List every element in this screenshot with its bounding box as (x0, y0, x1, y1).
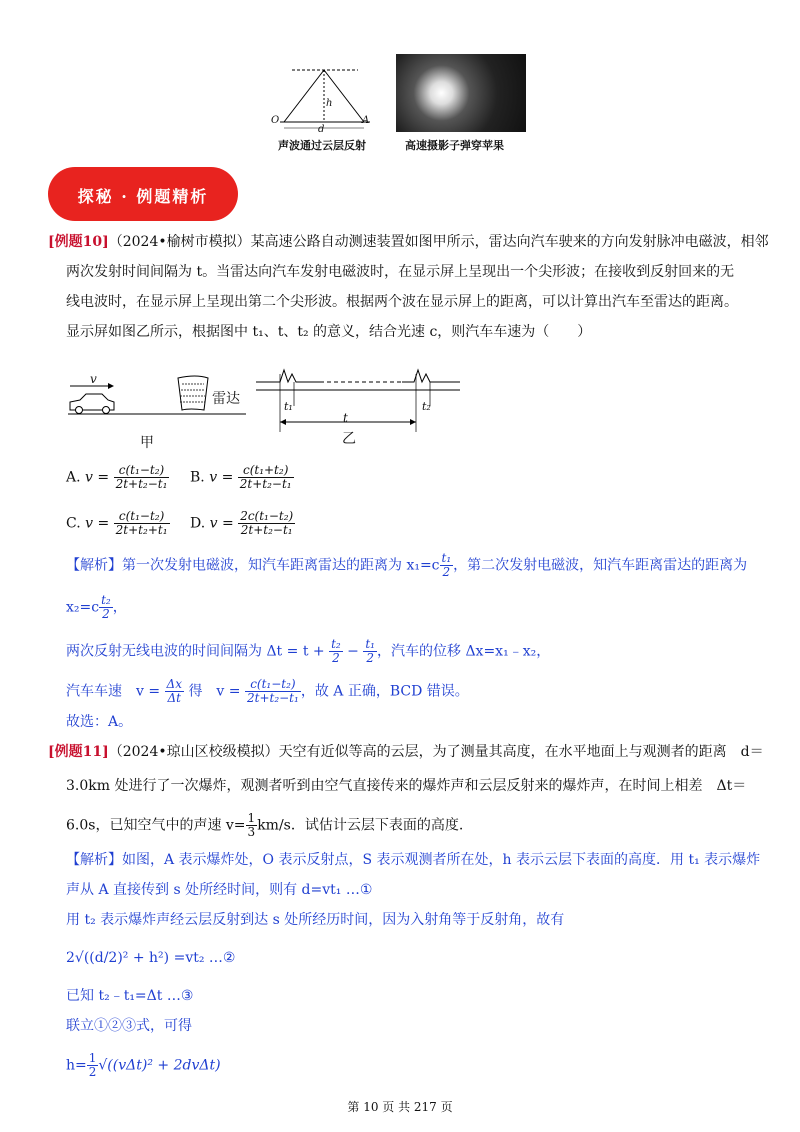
ex10-s4b: ，故 A 正确，BCD 错误。 (300, 683, 469, 700)
ex11-solution-line1: 【解析】如图，A 表示爆炸处，O 表示反射点，S 表示观测者所在处，h 表示云层下表面的高度．用 t₁ 表示爆炸 (66, 852, 761, 868)
ex11-solution-line5: 已知 t₂﹣t₁=Δt …③ (66, 988, 194, 1004)
ex10-line3: 线电波时，在显示屏上呈现出第二个尖形波。根据两个波在显示屏上的距离，可以计算出汽车至雷达的距离。 (66, 294, 738, 310)
option-c-letter: C. (66, 515, 81, 532)
t2-label: t₂ (422, 400, 431, 413)
ex10-tag: [例题10] (48, 234, 109, 250)
ex10-s1-num: t₁ (441, 551, 452, 565)
ex10-solution-line1 (66, 552, 747, 579)
option-a-den: 2t+t₂−t₁ (115, 477, 168, 491)
ex10-s3a: 两次反射无线电波的时间间隔为 Δt = t + (66, 643, 325, 660)
ex11-l3b: km/s．试估计云层下表面的高度. (257, 817, 464, 834)
bullet-apple-photo (396, 54, 526, 132)
ex10-s4-num1: Δx (166, 677, 182, 691)
ex10-s3-num1: t₂ (331, 637, 341, 651)
ex11-solution-line3: 用 t₂ 表示爆炸声经云层反射到达 s 处所经历时间，因为入射角等于反射角，故有 (66, 912, 565, 928)
velocity-label: v (90, 372, 97, 386)
ex11-s7b: √((vΔt)² + 2dvΔt) (98, 1057, 221, 1074)
ex10-s4a: 汽车车速 v = (66, 683, 161, 700)
option-a-num: c(t₁−t₂) (114, 464, 170, 478)
ex11-solution-line2: 声从 A 直接传到 s 处所经时间，则有 d=vt₁ …① (66, 882, 373, 898)
t-label: t (343, 411, 348, 425)
radar-label: 雷达 (212, 391, 240, 407)
ex11-solution-line7 (66, 1052, 221, 1079)
ex10-s4-mid: 得 v = (188, 683, 241, 700)
section-banner (48, 167, 238, 221)
option-b (190, 464, 294, 491)
ex10-text1: （2024•榆树市模拟）某高速公路自动测速装置如图甲所示，雷达向汽车驶来的方向发射脉冲电磁波，相邻 (108, 234, 769, 250)
ex10-s2b: ， (112, 599, 127, 616)
ex11-l3a: 6.0s，已知空气中的声速 v= (66, 817, 246, 834)
ex10-s3-minus: − (347, 643, 359, 660)
option-c (66, 510, 170, 537)
option-d (190, 510, 295, 537)
ex10-solution-line2 (66, 594, 127, 621)
ex11-solution-line4: 2√((d/2)² + h²) =vt₂ …② (66, 950, 236, 966)
ex11-line1 (48, 742, 764, 762)
ex10-s4-num2: c(t₁−t₂) (245, 678, 301, 692)
ex11-s7a: h= (66, 1057, 87, 1074)
ex10-answer: 故选：A。 (66, 714, 133, 730)
banner-text: 探秘 · 例题精析 (77, 187, 209, 206)
ex10-s3b: ，汽车的位移 Δx=x₁﹣x₂， (377, 643, 551, 660)
ex11-line2: 3.0km 处进行了一次爆炸，观测者听到由空气直接传来的爆炸声和云层反射来的爆炸声，在时间上相差 Δt＝ (66, 778, 747, 794)
ex10-line4: 显示屏如图乙所示，根据图中 t₁、t、t₂ 的意义，结合光速 c，则汽车车速为（ ） (66, 324, 592, 340)
option-c-den: 2t+t₂+t₁ (115, 523, 168, 537)
label-o: O (271, 115, 280, 126)
ex10-solution-line4 (66, 678, 469, 705)
ex11-s7-den: 2 (88, 1065, 97, 1079)
ex11-l3-den: 3 (247, 825, 256, 839)
label-d: d (318, 124, 325, 135)
option-b-den: 2t+t₂−t₁ (239, 477, 292, 491)
ex10-s1a: 【解析】第一次发射电磁波，知汽车距离雷达的距离为 x₁=c (66, 557, 440, 574)
ex10-s3-den1: 2 (332, 651, 340, 665)
ex10-line1 (48, 232, 769, 252)
option-b-letter: B. (190, 469, 205, 486)
ex11-l3-num: 1 (247, 811, 256, 825)
ex10-solution-line3 (66, 638, 550, 665)
label-a: A (362, 115, 370, 126)
label-h: h (326, 98, 333, 109)
option-a (66, 464, 169, 491)
option-d-num: 2c(t₁−t₂) (240, 509, 294, 523)
option-c-lhs: v = (85, 515, 110, 532)
ex10-s2-num: t₂ (101, 593, 111, 607)
ex10-line2: 两次发射时间间隔为 t。当雷达向汽车发射电磁波时，在显示屏上呈现出一个尖形波；在接收到反射回来的无 (66, 264, 735, 280)
option-b-num: c(t₁+t₂) (238, 464, 294, 478)
ex11-tag: [例题11] (48, 744, 109, 760)
ex10-s1-den: 2 (442, 565, 451, 579)
ex10-s4-den2: 2t+t₂−t₁ (246, 691, 299, 705)
option-d-letter: D. (190, 515, 206, 532)
page-footer: 第 10 页 共 217 页 (347, 1100, 453, 1114)
t1-label: t₁ (284, 400, 293, 413)
ex10-s3-den2: 2 (366, 651, 374, 665)
option-b-lhs: v = (209, 469, 234, 486)
ex11-solution-line6: 联立①②③式，可得 (66, 1018, 192, 1034)
fig-jia-label: 甲 (140, 435, 154, 451)
option-a-letter: A. (66, 469, 81, 486)
fig-yi-label: 乙 (342, 431, 356, 447)
ex10-s4-den1: Δt (167, 691, 182, 705)
ex10-s3-num2: t₁ (365, 637, 375, 651)
ex11-line3 (66, 812, 463, 839)
photo-caption: 高速摄影子弹穿苹果 (405, 139, 504, 152)
display-screen-figure (254, 352, 464, 432)
ex11-text1: （2024•琼山区校级模拟）天空有近似等高的云层，为了测量其高度，在水平地面上与观测者的距离 d＝ (108, 744, 764, 760)
option-d-lhs: v = (209, 515, 234, 532)
ex10-s2a: x₂=c (66, 599, 100, 616)
option-a-lhs: v = (85, 469, 110, 486)
ex10-s1b: ，第二次发射电磁波，知汽车距离雷达的距离为 (453, 557, 748, 574)
option-d-den: 2t+t₂−t₁ (240, 523, 293, 537)
option-c-num: c(t₁−t₂) (114, 510, 170, 524)
triangle-caption: 声波通过云层反射 (278, 139, 366, 152)
ex11-s7-num: 1 (88, 1051, 97, 1065)
ex10-s2-den: 2 (102, 607, 110, 621)
